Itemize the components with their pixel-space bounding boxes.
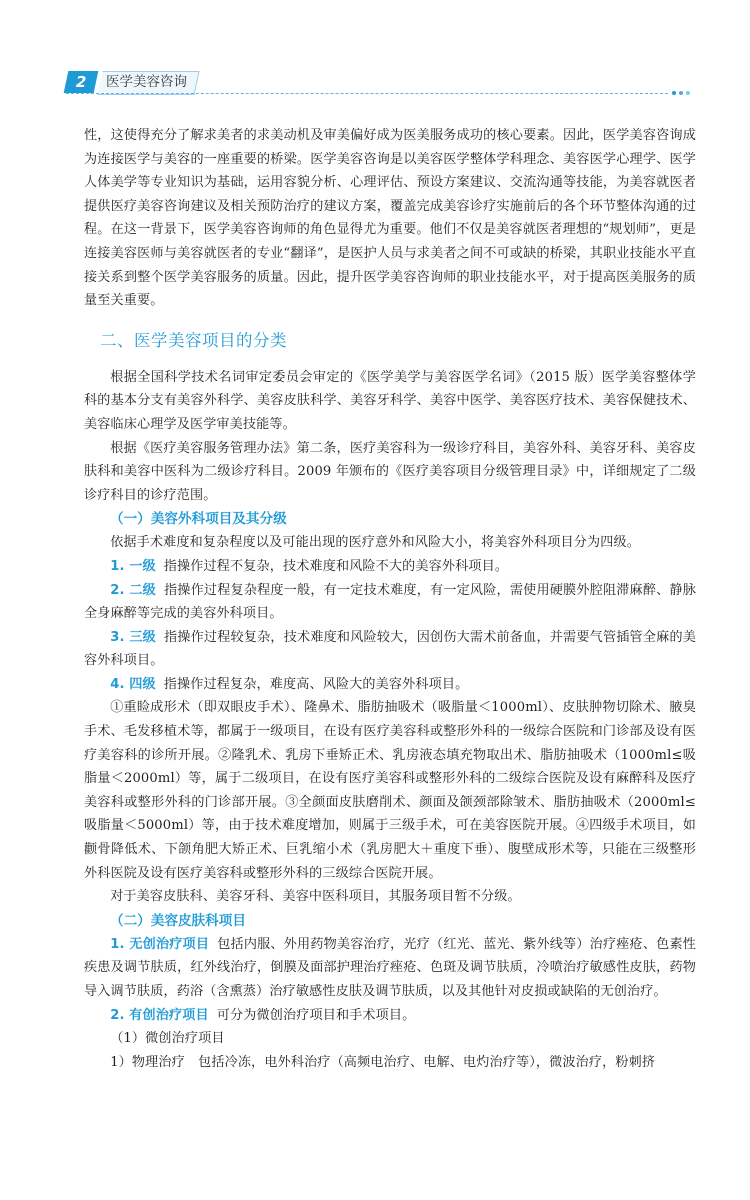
paragraph-disciplines: 根据全国科学技术名词审定委员会审定的《医学美学与美容医学名词》（2015 版）医学美容整体学科的基本分支有美容外科学、美容皮肤科学、美容牙科学、美容中医学、美容医疗技术、美容保健技术、美容临床心理学及医学审美技能等。: [84, 369, 696, 432]
header-dot-decoration: [679, 91, 683, 95]
subsection-heading-dermatology: （二）美容皮肤科项目: [110, 912, 246, 929]
level-2-text: 指操作过程复杂程度一般，有一定技术难度，有一定风险，需使用硬膜外腔阻滞麻醉、静脉全身麻醉等完成的美容外科项目。: [84, 582, 696, 622]
level-3-text: 指操作过程较复杂，技术难度和风险较大，因创伤大需术前备血，并需要气管插管全麻的美容外科项目。: [84, 629, 696, 669]
invasive-text: 可分为微创治疗项目和手术项目。: [216, 1007, 416, 1023]
level-2-item: [84, 579, 696, 626]
book-title: 医学美容咨询: [106, 74, 187, 90]
level-3-lead: 3. 三级: [110, 629, 156, 645]
paragraph-not-graded: 对于美容皮肤科、美容牙科、美容中医科项目，其服务项目暂不分级。: [110, 889, 521, 905]
physical-therapy-line: 1）物理治疗 包括冷冻，电外科治疗（高频电治疗、电解、电灼治疗等），微波治疗，粉刺挤: [110, 1054, 656, 1070]
minimal-invasive-heading: （1）微创治疗项目: [110, 1031, 225, 1047]
page-number-badge: [64, 71, 99, 93]
intro-paragraph: 性，这使得充分了解求美者的求美动机及审美偏好成为医美服务成功的核心要素。因此，医学美容咨询成为连接医学与美容的一座重要的桥梁。医学美容咨询是以美容医学整体学科理念、美容医学心理学、医学人体美学等专业知识为基础，运用容貌分析、心理评估、预设方案建议、交流沟通等技能，为美容就医者提供医疗美容咨询建议及相关预防治疗的建议方案，覆盖完成美容诊疗实施前后的各个环节整体沟通的过程。在这一背景下，医学美容咨询师的角色显得尤为重要。他们不仅是美容就医者理想的“规划师”，更是连接美容医师与美容就医者的专业“翻译”，是医护人员与求美者之间不可或缺的桥梁，其职业技能水平直接关系到整个医学美容服务的质量。因此，提升医学美容咨询师的职业技能水平，对于提高医美服务的质量至关重要。: [84, 128, 696, 309]
subsection-heading-surgery: （一）美容外科项目及其分级: [110, 511, 287, 528]
paragraph-surgery-intro: 依据手术难度和复杂程度以及可能出现的医疗意外和风险大小，将美容外科项目分为四级。: [110, 535, 640, 551]
paragraph-regulation: 根据《医疗美容服务管理办法》第二条，医疗美容科为一级诊疗科目，美容外科、美容牙科、美容皮肤科和美容中医科为二级诊疗科目。2009 年颁布的《医疗美容项目分级管理目录》中，详细规定了二级诊疗科目的诊疗范围。: [84, 440, 696, 503]
running-header: [0, 0, 750, 100]
invasive-lead: 2. 有创治疗项目: [110, 1007, 209, 1023]
header-divider: [66, 93, 668, 95]
page-body: [84, 124, 696, 1074]
invasive-item: [84, 1004, 696, 1028]
level-3-item: [84, 626, 696, 673]
level-2-lead: 2. 二级: [110, 582, 156, 598]
header-dot-decoration: [686, 91, 690, 95]
level-1-item: [84, 555, 696, 579]
level-1-lead: 1. 一级: [110, 558, 156, 574]
noninvasive-text: 包括内服、外用药物美容治疗，光疗（红光、蓝光、紫外线等）治疗痤疮、色素性疾患及调节肤质，红外线治疗，倒膜及面部护理治疗痤疮、色斑及调节肤质，冷喷治疗敏感性皮肤，药物导入调节肤质，药浴（含熏蒸）治疗敏感性皮肤及调节肤质，以及其他针对皮损或缺陷的无创治疗。: [84, 936, 696, 999]
noninvasive-lead: 1. 无创治疗项目: [110, 936, 210, 952]
paragraph-surgery-examples: ①重睑成形术（即双眼皮手术）、隆鼻术、脂肪抽吸术（吸脂量＜1000ml）、皮肤肿物切除术、腋臭手术、毛发移植术等，都属于一级项目，在设有医疗美容科或整形外科的一级综合医院和门诊部及设有医疗美容科的诊所开展。②隆乳术、乳房下垂矫正术、乳房液态填充物取出术、脂肪抽吸术（1000ml≤吸脂量＜2000ml）等，属于二级项目，在设有医疗美容科或整形外科的二级综合医院及设有麻醉科及医疗美容科或整形外科的门诊部开展。③全颜面皮肤磨削术、颜面及颌颈部除皱术、脂肪抽吸术（2000ml≤吸脂量＜5000ml）等，由于技术难度增加，则属于三级手术，可在美容医院开展。④四级手术项目，如颧骨降低术、下颌角肥大矫正术、巨乳缩小术（乳房肥大＋重度下垂）、腹壁成形术等，只能在三级整形外科医院及设有医疗美容科或整形外科的三级综合医院开展。: [84, 700, 696, 881]
level-4-item: [84, 673, 696, 697]
header-dot-decoration: [672, 91, 676, 95]
page-number: 2: [73, 73, 89, 91]
level-4-text: 指操作过程复杂，难度高、风险大的美容外科项目。: [163, 676, 469, 692]
noninvasive-item: [84, 933, 696, 1004]
level-1-text: 指操作过程不复杂，技术难度和风险不大的美容外科项目。: [163, 558, 509, 574]
level-4-lead: 4. 四级: [110, 676, 156, 692]
section-heading: 二、医学美容项目的分类: [100, 330, 287, 350]
